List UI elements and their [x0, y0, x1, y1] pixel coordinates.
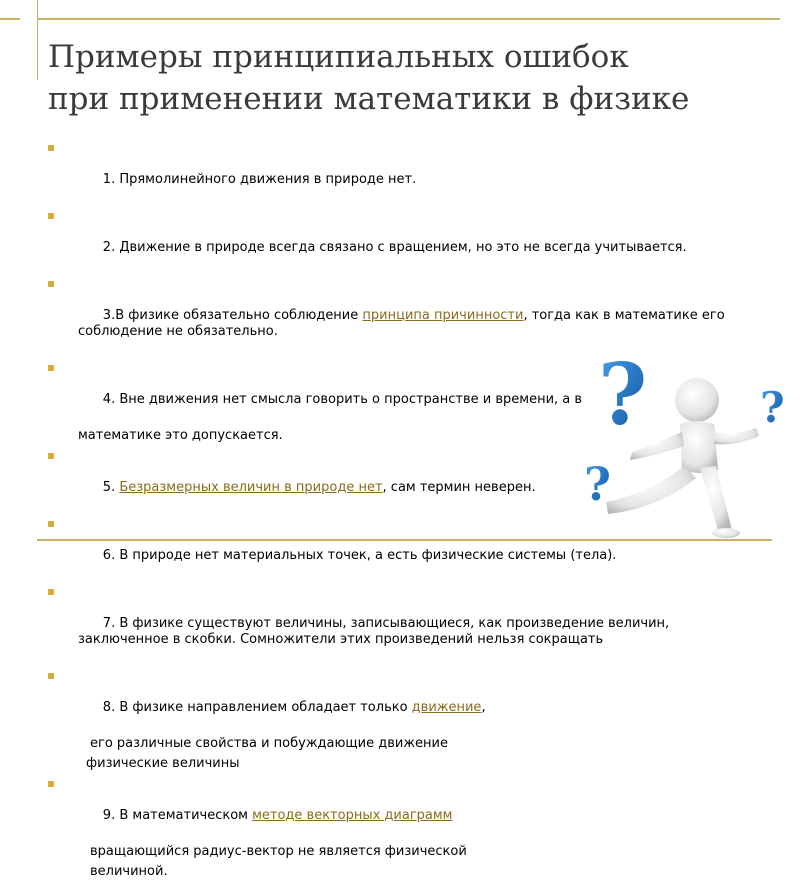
item-text: величиной.: [90, 864, 168, 879]
item-text: 7. В физике существуют величины, записывающиеся, как произведение величин, заключенное в скобки. Сомножители этих произведений нельзя сокращать: [78, 616, 674, 647]
decor-line-top: [37, 18, 780, 20]
list-item-continuation: [40, 756, 760, 772]
bullet-icon: [48, 521, 54, 527]
title-line-1: Примеры принципиальных ошибок: [48, 39, 629, 75]
decor-line-left: [37, 0, 38, 80]
list-item-continuation: [40, 864, 760, 880]
list-item: [40, 776, 760, 840]
bullet-icon: [48, 281, 54, 287]
item-text: 1. Прямолинейного движения в природе нет.: [102, 172, 417, 187]
item-text: 2. Движение в природе всегда связано с вращением, но это не всегда учитывается.: [102, 240, 687, 255]
slide-title: [48, 36, 768, 120]
question-mark-icon: [598, 352, 647, 444]
list-item: [40, 140, 760, 204]
item-text: его различные свойства и побуждающие движение: [90, 736, 449, 751]
svg-text:?: ?: [584, 457, 611, 511]
link-motion[interactable]: движение: [411, 700, 482, 715]
bullet-icon: [48, 453, 54, 459]
item-text: вращающийся радиус-вектор не является физической: [90, 844, 467, 859]
item-text: ,: [481, 700, 486, 715]
item-text: 6. В природе нет материальных точек, а есть физические системы (тела).: [102, 548, 617, 563]
list-item: [40, 208, 760, 272]
link-causality-principle[interactable]: принципа причинности: [362, 308, 524, 323]
item-text: 4. Вне движения нет смысла говорить о пространстве и времени, а в: [102, 392, 583, 407]
item-text: , сам термин неверен.: [382, 480, 536, 495]
item-text: 8. В физике направлением обладает только: [102, 700, 412, 715]
question-mark-icon: [760, 383, 785, 432]
title-line-2: при применении математики в физике: [48, 81, 690, 117]
list-item: [40, 276, 760, 356]
thinking-person-figure: [560, 352, 800, 542]
bullet-icon: [48, 781, 54, 787]
bullet-icon: [48, 365, 54, 371]
bullet-icon: [48, 213, 54, 219]
list-item-continuation: [40, 736, 760, 752]
list-item: [40, 584, 760, 664]
item-text: , тогда как в математике его соблюдение не обязательно.: [78, 308, 729, 339]
link-vector-diagrams[interactable]: методе векторных диаграмм: [252, 808, 453, 823]
link-dimensionless-quantities[interactable]: Безразмерных величин в природе нет: [119, 480, 383, 495]
bullet-icon: [48, 673, 54, 679]
decor-line-bottom: [37, 539, 772, 541]
item-text: 9. В математическом: [102, 808, 253, 823]
list-item: [40, 668, 760, 732]
bullet-icon: [48, 589, 54, 595]
item-text: 5.: [102, 480, 120, 495]
svg-text:?: ?: [760, 383, 785, 432]
item-text: математике это допускается.: [78, 428, 283, 443]
item-text: физические величины: [86, 756, 240, 771]
list-item-continuation: [40, 844, 760, 860]
decor-line: [0, 18, 20, 20]
svg-text:?: ?: [598, 352, 648, 444]
bullet-icon: [48, 145, 54, 151]
item-text: 3.В физике обязательно соблюдение: [102, 308, 363, 323]
